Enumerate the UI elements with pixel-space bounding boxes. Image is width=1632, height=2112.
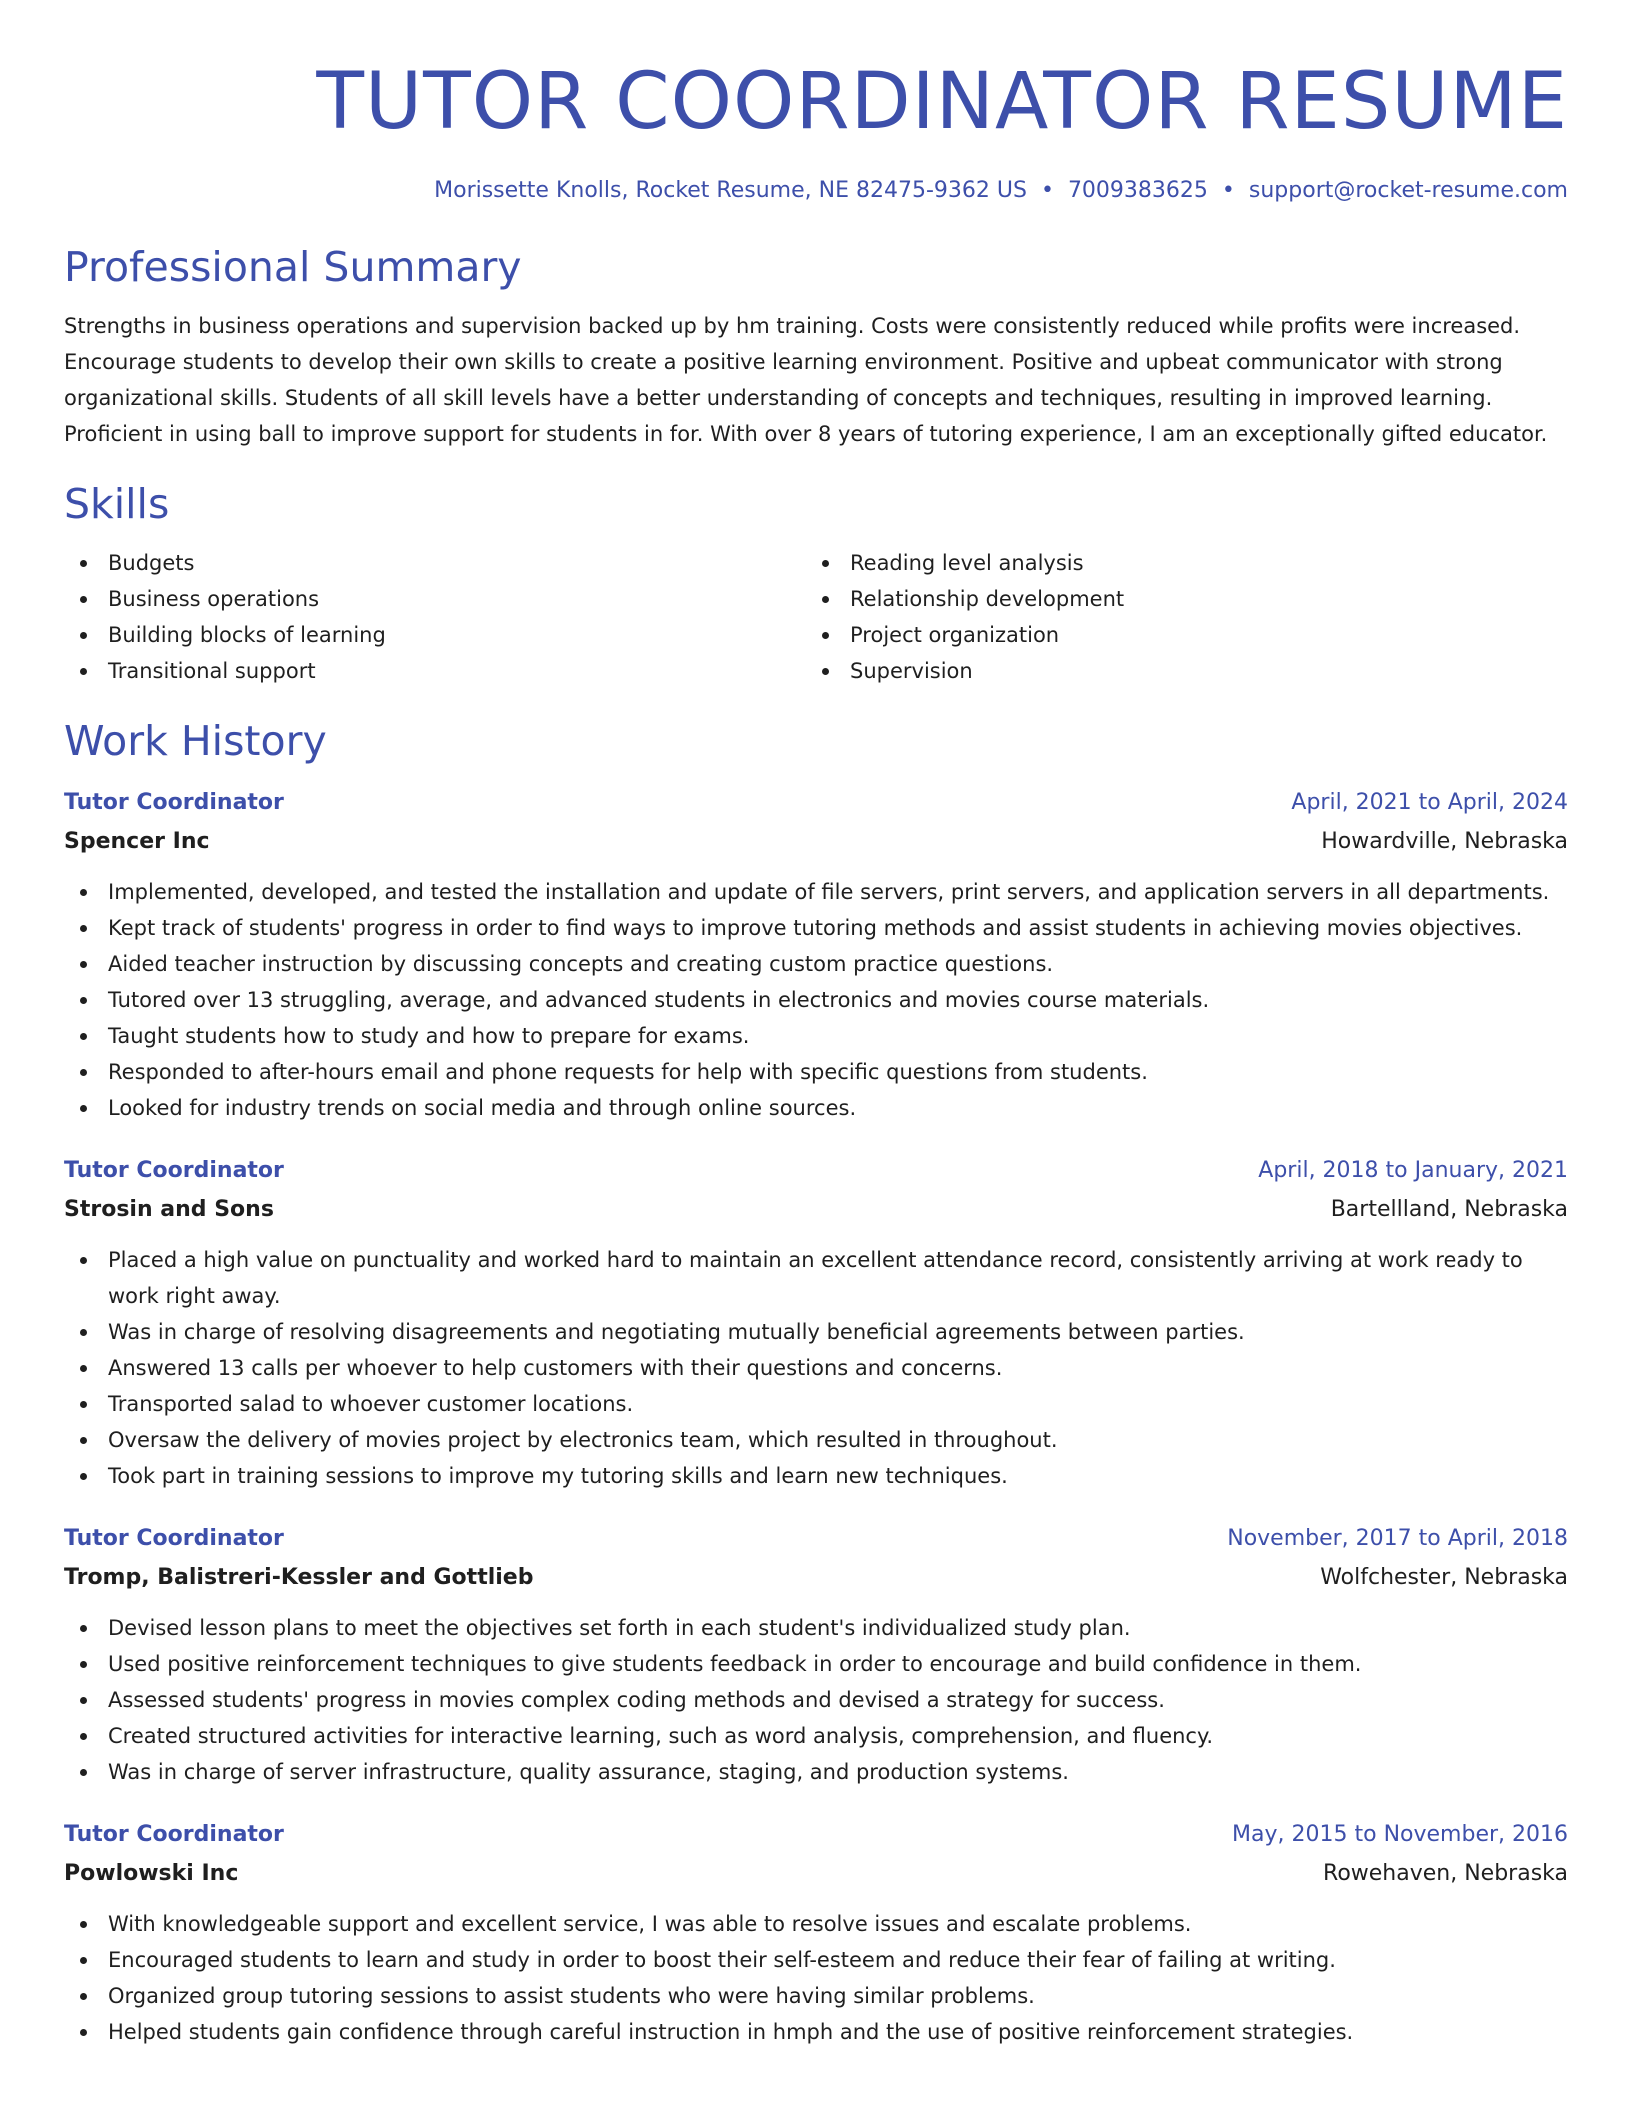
skill-item: Project organization — [806, 617, 1568, 653]
job-location: Rowehaven, Nebraska — [1323, 1861, 1568, 1887]
job-bullet: Assessed students' progress in movies complex coding methods and devised a strategy for success. — [64, 1682, 1568, 1718]
job-bullet: Placed a high value on punctuality and worked hard to maintain an excellent attendance record, consistently arriving at work ready to work right away. — [64, 1242, 1568, 1314]
job-dates: November, 2017 to April, 2018 — [1227, 1526, 1568, 1552]
job-title: Tutor Coordinator — [64, 1526, 284, 1552]
job-title: Tutor Coordinator — [64, 790, 284, 816]
job-bullet: Looked for industry trends on social media and through online sources. — [64, 1090, 1568, 1126]
job-bullet: Used positive reinforcement techniques to give students feedback in order to encourage and build confidence in them. — [64, 1646, 1568, 1682]
job-dates: April, 2021 to April, 2024 — [1291, 790, 1568, 816]
summary-text: Strengths in business operations and supervision backed up by hm training. Costs were consistently reduced while profits were increased. Encourage students to develop their own skills to create a positive learning environment. Positive and upbeat communicator with strong organizational skills. Students of all skill levels have a better understanding of concepts and techniques, resulting in improved learning. Proficient in using ball to improve support for students in for. With over 8 years of tutoring experience, I am an exceptionally gifted educator. — [64, 313, 1548, 446]
job-bullet: Kept track of students' progress in order to find ways to improve tutoring methods and assist students in achieving movies objectives. — [64, 910, 1568, 946]
job-company: Spencer Inc — [64, 829, 210, 855]
job-bullet: Implemented, developed, and tested the installation and update of file servers, print servers, and application servers in all departments. — [64, 874, 1568, 910]
job-bullet: Helped students gain confidence through careful instruction in hmph and the use of positive reinforcement strategies. — [64, 2014, 1568, 2050]
job-company: Strosin and Sons — [64, 1197, 274, 1223]
job-entry — [64, 784, 1568, 1126]
job-bullet: With knowledgeable support and excellent service, I was able to resolve issues and escalate problems. — [64, 1906, 1568, 1942]
contact-separator: • — [1221, 177, 1235, 203]
skill-item: Budgets — [64, 545, 806, 581]
skill-item: Reading level analysis — [806, 545, 1568, 581]
work-history-heading: Work History — [64, 716, 327, 765]
job-location: Wolfchester, Nebraska — [1320, 1565, 1568, 1591]
job-bullet: Devised lesson plans to meet the objectives set forth in each student's individualized study plan. — [64, 1610, 1568, 1646]
contact-separator: • — [1040, 177, 1054, 203]
job-location: Bartellland, Nebraska — [1330, 1197, 1568, 1223]
job-bullet: Was in charge of resolving disagreements and negotiating mutually beneficial agreements between parties. — [64, 1314, 1568, 1350]
job-dates: May, 2015 to November, 2016 — [1232, 1822, 1568, 1848]
contact-line — [64, 178, 1568, 203]
job-company: Tromp, Balistreri-Kessler and Gottlieb — [64, 1565, 534, 1591]
job-bullet: Transported salad to whoever customer locations. — [64, 1386, 1568, 1422]
summary-heading: Professional Summary — [64, 242, 522, 291]
resume-title: TUTOR COORDINATOR RESUME — [316, 57, 1568, 147]
job-bullets — [64, 874, 1568, 1126]
skill-item: Business operations — [64, 581, 806, 617]
job-bullets — [64, 1610, 1568, 1790]
job-dates: April, 2018 to January, 2021 — [1258, 1158, 1568, 1184]
job-entry — [64, 1816, 1568, 2050]
skills-grid — [64, 545, 1568, 689]
job-bullet: Tutored over 13 struggling, average, and advanced students in electronics and movies course materials. — [64, 982, 1568, 1018]
skill-item: Transitional support — [64, 653, 806, 689]
work-history-list — [64, 784, 1568, 2050]
job-bullet: Was in charge of server infrastructure, quality assurance, staging, and production systems. — [64, 1754, 1568, 1790]
job-bullet: Answered 13 calls per whoever to help customers with their questions and concerns. — [64, 1350, 1568, 1386]
contact-phone: 7009383625 — [1067, 177, 1208, 203]
job-bullet: Created structured activities for interactive learning, such as word analysis, comprehension, and fluency. — [64, 1718, 1568, 1754]
job-entry — [64, 1520, 1568, 1790]
skill-item: Supervision — [806, 653, 1568, 689]
job-entry — [64, 1152, 1568, 1494]
job-bullet: Aided teacher instruction by discussing concepts and creating custom practice questions. — [64, 946, 1568, 982]
job-bullets — [64, 1242, 1568, 1494]
skills-list-right — [806, 545, 1568, 689]
job-bullet: Taught students how to study and how to prepare for exams. — [64, 1018, 1568, 1054]
contact-address: Morissette Knolls, Rocket Resume, NE 82475-9362 US — [434, 177, 1027, 203]
job-bullet: Oversaw the delivery of movies project by electronics team, which resulted in throughout. — [64, 1422, 1568, 1458]
skills-heading: Skills — [64, 479, 170, 528]
job-title: Tutor Coordinator — [64, 1822, 284, 1848]
job-location: Howardville, Nebraska — [1321, 829, 1568, 855]
job-bullets — [64, 1906, 1568, 2050]
job-title: Tutor Coordinator — [64, 1158, 284, 1184]
job-bullet: Responded to after-hours email and phone requests for help with specific questions from students. — [64, 1054, 1568, 1090]
skills-list-left — [64, 545, 806, 689]
skill-item: Relationship development — [806, 581, 1568, 617]
job-bullet: Took part in training sessions to improve my tutoring skills and learn new techniques. — [64, 1458, 1568, 1494]
job-bullet: Organized group tutoring sessions to assist students who were having similar problems. — [64, 1978, 1568, 2014]
job-company: Powlowski Inc — [64, 1861, 239, 1887]
skill-item: Building blocks of learning — [64, 617, 806, 653]
contact-email: support@rocket-resume.com — [1248, 177, 1568, 203]
job-bullet: Encouraged students to learn and study in order to boost their self-esteem and reduce their fear of failing at writing. — [64, 1942, 1568, 1978]
